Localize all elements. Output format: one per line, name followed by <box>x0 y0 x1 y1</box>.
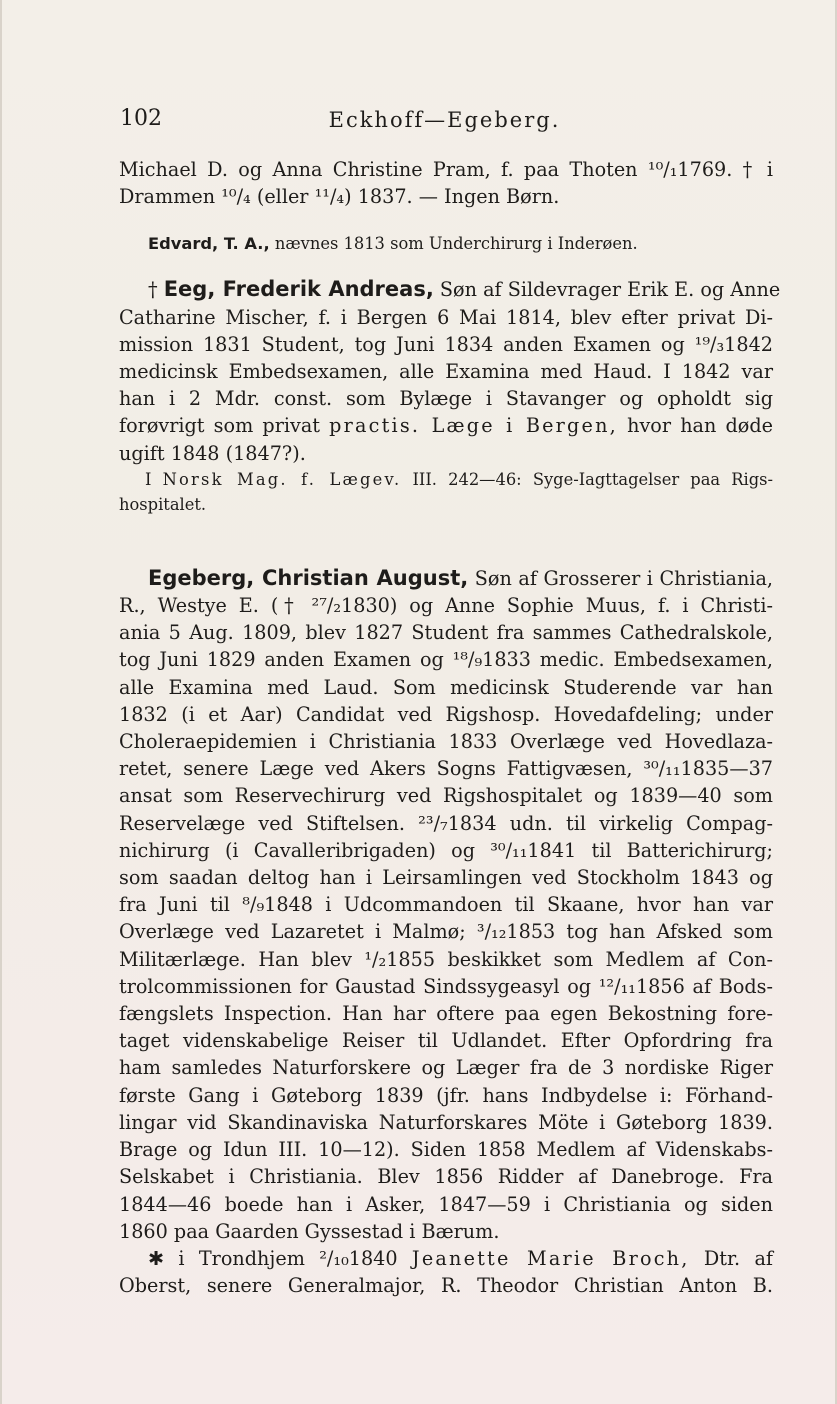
text-line: fra Juni til ⁸/₉1848 i Udcommandoen til Skaane, hvor han var <box>119 893 773 917</box>
entry-text: forøvrigt som privat <box>119 414 330 438</box>
text-line: retet, senere Læge ved Akers Sogns Fattigvæsen, ³⁰/₁₁1835—37 <box>119 757 773 781</box>
entry-continuation <box>119 156 773 210</box>
dagger-symbol: † <box>148 278 164 302</box>
page-number: 102 <box>120 106 162 131</box>
entry-text: III. 242—46: Syge-Iagttagelser paa Rigs- <box>401 469 774 489</box>
text-line: R., Westye E. († ²⁷/₂1830) og Anne Sophie Muus, f. i Christi- <box>119 594 773 618</box>
text-line: hospitalet. <box>119 494 207 514</box>
entry-text: Förhand- <box>685 1083 773 1107</box>
text-line: han i 2 Mdr. const. som Bylæge i Stavanger og opholdt sig <box>119 387 773 411</box>
entry-text: Brage og Idun <box>119 1138 268 1162</box>
text-line: trolcommissionen for Gaustad Sindssygeasyl og ¹²/₁₁1856 af Bods- <box>119 974 773 998</box>
entry-text: Søn af Grosserer i Christiania, <box>468 566 774 590</box>
entry-text: hvor han døde <box>617 414 773 438</box>
text-line: Militærlæge. Han blev ¹/₂1855 beskikket som Medlem af Con- <box>119 947 773 971</box>
text-line: som saadan deltog han i Leirsamlingen ved Stockholm 1843 og <box>119 866 773 890</box>
text-line: lingar vid Skandinaviska Naturforskares Möte i Gøteborg 1839. <box>119 1110 773 1134</box>
text-line: taget videnskabelige Reiser til Udlandet. Efter Opfordring fra <box>119 1029 773 1053</box>
text-line: ham samledes Naturforskere og Læger fra de 3 nordiske Riger <box>119 1056 773 1080</box>
page-body <box>119 156 781 1299</box>
entry-heading: Edvard, T. A., <box>148 234 270 254</box>
text-line: Oberst, senere Generalmajor, R. Theodor Christian Anton B. <box>119 1274 773 1298</box>
spaced-text: Jeanette Marie Broch, <box>411 1246 690 1270</box>
text-line: 1832 (i et Aar) Candidat ved Rigshosp. Hovedafdeling; under <box>119 702 773 726</box>
entry-text: Søn af Sildevrager Erik E. og Anne <box>433 278 781 302</box>
text-line <box>119 1082 773 1109</box>
entry-text: I <box>145 469 163 489</box>
entry-heading: Eeg, Frederik Andreas, <box>163 277 434 302</box>
text-line <box>119 412 773 439</box>
text-line: tog Juni 1829 anden Examen og ¹⁸/₉1833 medic. Embedsexamen, <box>119 648 773 672</box>
running-title: Eckhoff—Egeberg. <box>328 108 561 132</box>
text-line: ansat som Reservechirurg ved Rigshospitalet og 1839—40 som <box>119 784 773 808</box>
text-line <box>119 565 773 592</box>
text-line: Catharine Mischer, f. i Bergen 6 Mai 1814, blev efter privat Di- <box>119 305 773 329</box>
text-line: Overlæge ved Lazaretet i Malmø; ³/₁₂1853 tog han Afsked som <box>119 920 773 944</box>
text-line: 1860 paa Gaarden Gyssestad i Bærum. <box>119 1219 500 1243</box>
entry-text: i Trondhjem ²/₁₀1840 <box>164 1246 412 1270</box>
marriage-star-icon: ✱ <box>148 1246 165 1270</box>
text-line: Selskabet i Christiania. Blev 1856 Ridder af Danebroge. Fra <box>119 1165 773 1189</box>
entry-eeg <box>119 276 781 516</box>
entry-text: første Gang i Gøteborg 1839 (jfr. hans Indbydelse i: <box>119 1083 686 1107</box>
text-line: ugift 1848 (1847?). <box>119 441 306 465</box>
text-line: 1844—46 boede han i Asker, 1847—59 i Christiania og siden <box>119 1192 773 1216</box>
entry-edvard <box>119 232 773 256</box>
entry-text: Dtr. af <box>689 1246 773 1270</box>
text-line: Drammen ¹⁰/₄ (eller ¹¹/₄) 1837. — Ingen Børn. <box>119 185 560 209</box>
text-line: Reservelæge ved Stiftelsen. ²³/₇1834 udn. til virkelig Compag- <box>119 811 773 835</box>
text-line <box>119 467 773 492</box>
text-line <box>119 276 781 303</box>
entry-text: nævnes 1813 som Underchirurg i Inderøen. <box>269 234 638 254</box>
text-line: alle Examina med Laud. Som medicinsk Studerende var han <box>119 675 773 699</box>
spaced-text: Norsk Mag. f. Lægev. <box>162 469 402 489</box>
text-line: medicinsk Embedsexamen, alle Examina med Haud. I 1842 var <box>119 360 773 384</box>
text-line: ania 5 Aug. 1809, blev 1827 Student fra sammes Cathedralskole, <box>119 621 773 645</box>
text-line: fængslets Inspection. Han har oftere paa egen Bekostning fore- <box>119 1002 773 1026</box>
entry-egeberg <box>119 565 773 1299</box>
spaced-text: practis. Læge i Bergen, <box>329 414 618 438</box>
entry-heading: Egeberg, Christian August, <box>148 565 469 590</box>
text-line <box>119 1136 773 1163</box>
text-line: Choleraepidemien i Christiania 1833 Overlæge ved Hovedlaza- <box>119 730 773 754</box>
bibliography-note <box>119 467 773 517</box>
text-line <box>119 1245 773 1272</box>
text-line: Michael D. og Anna Christine Pram, f. paa Thoten ¹⁰/₁1769. † i <box>119 158 773 181</box>
text-line: nichirurg (i Cavalleribrigaden) og ³⁰/₁₁1841 til Batterichirurg; <box>119 838 773 862</box>
page-header <box>120 106 769 138</box>
entry-text: III. 10—12). Siden 1858 Medlem af Videnskabs- <box>267 1138 773 1162</box>
text-line: mission 1831 Student, tog Juni 1834 anden Examen og ¹⁹/₃1842 <box>119 332 773 356</box>
